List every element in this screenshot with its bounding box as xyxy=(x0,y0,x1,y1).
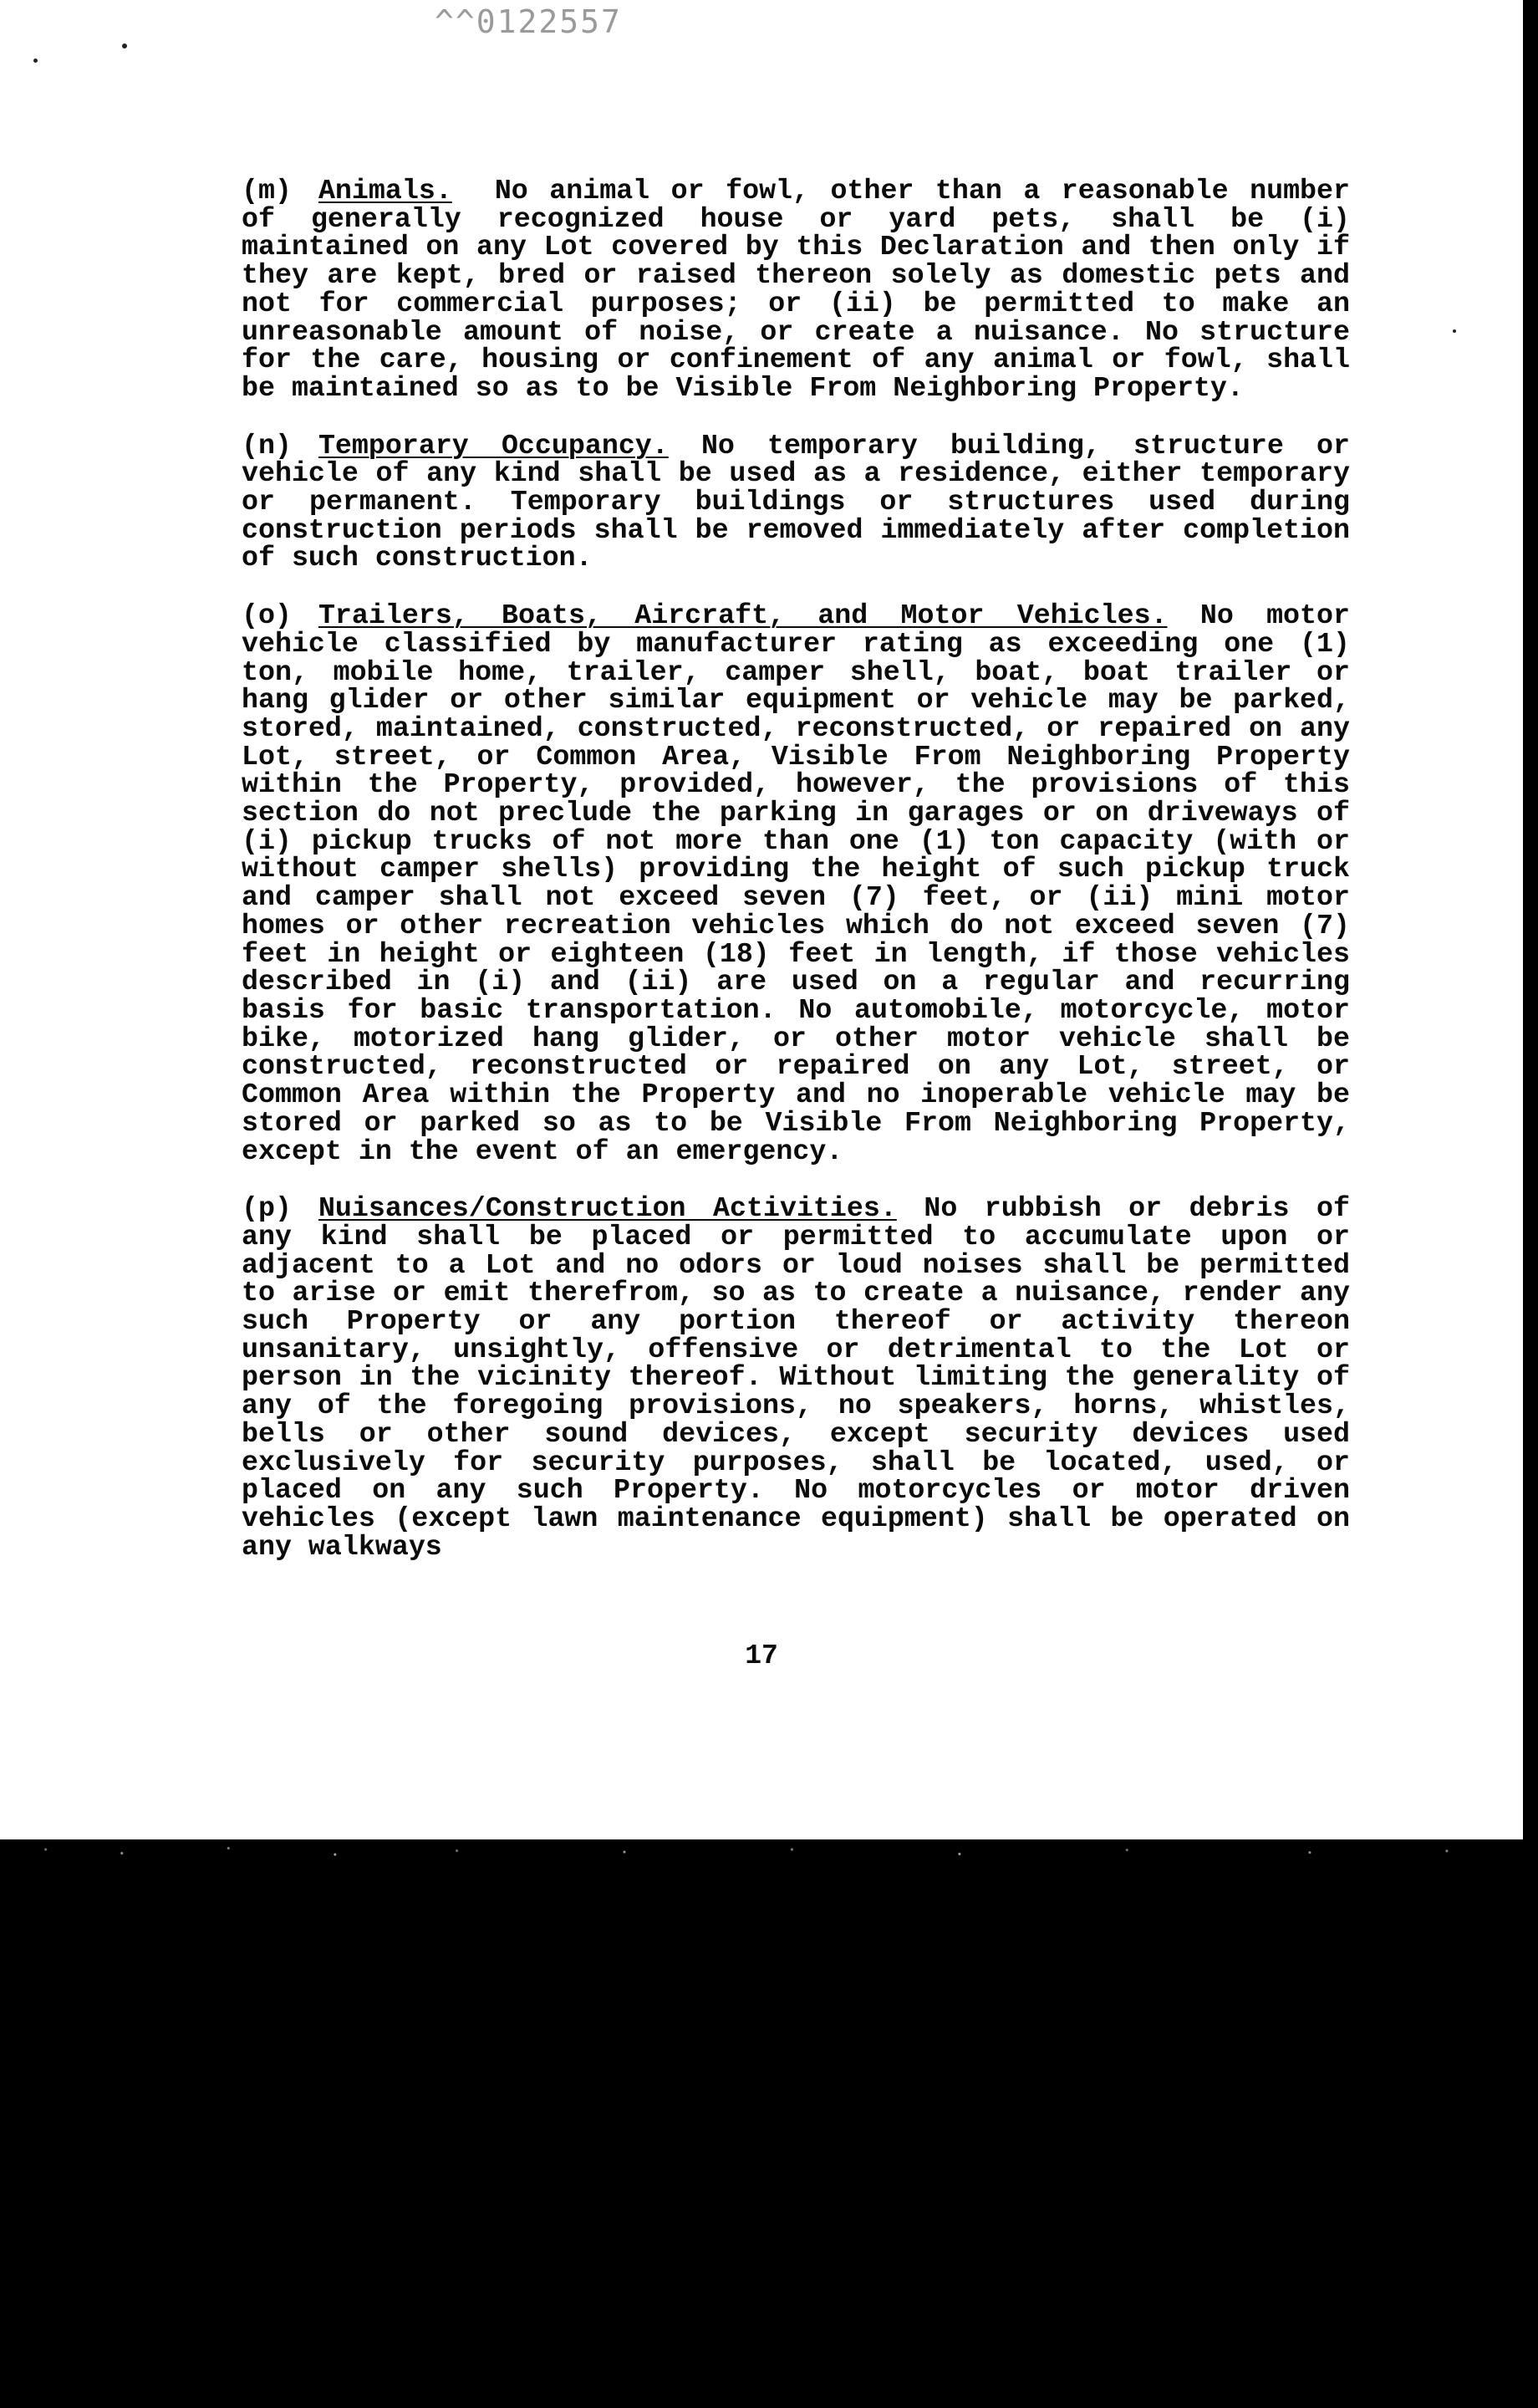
section-heading: Nuisances/Construction Activities. xyxy=(318,1192,897,1225)
page-number: 17 xyxy=(745,1640,778,1671)
section-body: No temporary building, structure or vehicle of any kind shall be used as a residence, either temporary or permanent. Temporary buildings or structures used during construction periods shall be removed immediately after completion of such construction. xyxy=(242,429,1350,574)
document-body xyxy=(242,177,1350,1590)
section-body: No rubbish or debris of any kind shall be placed or permitted to accumulate upon or adjacent to a Lot and no odors or loud noises shall be permitted to arise or emit therefrom, so as to create a nuisance, render any such Property or any portion thereof or activity thereon unsanitary, unsightly, offensive or detrimental to the Lot or person in the vicinity thereof. Without limiting the generality of any of the foregoing provisions, no speakers, horns, whistles, bells or other sound devices, except security devices used exclusively for security purposes, shall be located, used, or placed on any such Property. No motorcycles or motor driven vehicles (except lawn maintenance equipment) shall be operated on any walkways xyxy=(242,1192,1350,1563)
section-m xyxy=(242,177,1350,403)
bates-number: ^^0122557 xyxy=(435,3,622,40)
section-heading: Animals. xyxy=(318,175,452,207)
section-body: No motor vehicle classified by manufacturer rating as exceeding one (1) ton, mobile home, trailer, camper shell, boat, boat trailer or hang glider or other similar equipment or vehicle may be parked, stored, maintained, constructed, reconstructed, or repaired on any Lot, street, or Common Area, Visible From Neighboring Property within the Property, provided, however, the provisions of this section do not preclude the parking in garages or on driveways of (i) pickup trucks of not more than one (1) ton capacity (with or without camper shells) providing the height of such pickup truck and camper shall not exceed seven (7) feet, or (ii) mini motor homes or other recreation vehicles which do not exceed seven (7) feet in height or eighteen (18) feet in length, if those vehicles described in (i) and (ii) are used on a regular and recurring basis for basic transportation. No automobile, motorcycle, motor bike, motorized hang glider, or other motor vehicle shall be constructed, reconstructed or repaired on any Lot, street, or Common Area within the Property and no inoperable vehicle may be stored or parked so as to be Visible From Neighboring Property, except in the event of an emergency. xyxy=(242,599,1350,1167)
scan-noise-band xyxy=(0,1839,1523,1865)
section-label: (o) xyxy=(242,599,292,632)
section-n xyxy=(242,429,1350,574)
section-label: (p) xyxy=(242,1192,292,1225)
section-heading: Trailers, Boats, Aircraft, and Motor Vehicles. xyxy=(318,599,1168,632)
section-label: (m) xyxy=(242,175,292,207)
section-label: (n) xyxy=(242,429,292,462)
scan-speck xyxy=(33,59,38,63)
scan-speck xyxy=(122,43,127,48)
section-p xyxy=(242,1192,1350,1563)
scan-border-bottom xyxy=(0,1848,1538,2408)
section-heading: Temporary Occupancy. xyxy=(318,429,669,462)
scan-speck xyxy=(1453,329,1456,333)
section-body: No animal or fowl, other than a reasonable number of generally recognized house or yard pets, shall be (i) maintained on any Lot covered by this Declaration and then only if they are kept, bred or raised thereon solely as domestic pets and not for commercial purposes; or (ii) be permitted to make an unreasonable amount of noise, or create a nuisance. No structure for the care, housing or confinement of any animal or fowl, shall be maintained so as to be Visible From Neighboring Property. xyxy=(242,175,1351,404)
section-o xyxy=(242,599,1350,1167)
